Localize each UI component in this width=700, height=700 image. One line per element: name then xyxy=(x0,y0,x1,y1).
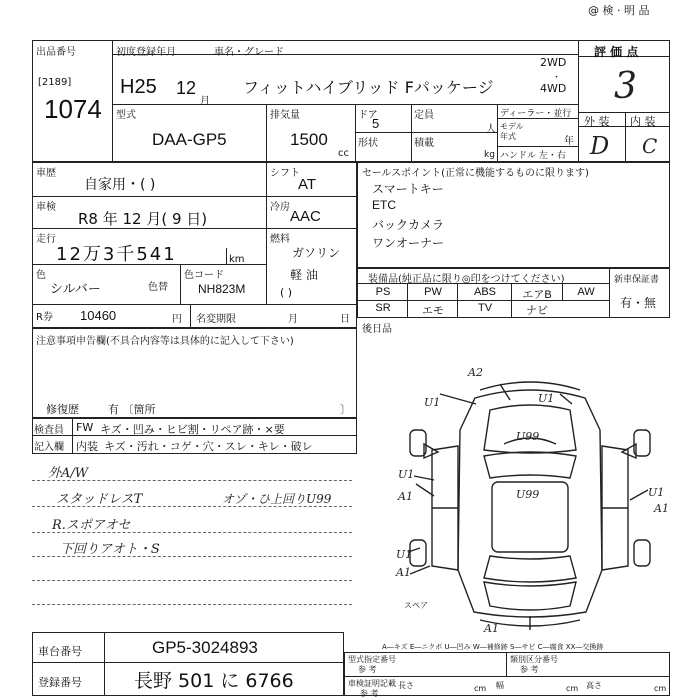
repair-label: 修復歴 xyxy=(46,403,79,416)
color-code-label: 色コード xyxy=(184,270,224,281)
first-reg-month: 12 xyxy=(176,78,197,98)
color-value: シルバー xyxy=(50,282,101,297)
displacement-value: 1500 xyxy=(290,130,328,149)
capacity-label: 定員 xyxy=(414,110,434,121)
damage-mark: U99 xyxy=(516,488,540,501)
chassis-number: GP5-3024893 xyxy=(152,638,258,657)
model-label: 型式 xyxy=(116,110,136,121)
damage-mark: U1 xyxy=(648,486,665,499)
record-items: キズ・汚れ・コゲ・穴・スレ・キレ・破レ xyxy=(104,440,313,453)
color-tone-label: 色替 xyxy=(148,282,168,293)
inspection-value: R8 年 12 月( 9 日) xyxy=(78,210,208,228)
drive-4wd: 4WD xyxy=(540,82,567,95)
displacement-unit: cc xyxy=(338,148,349,159)
damage-mark: U1 xyxy=(398,468,415,481)
plate-number: 長野 501 に 6766 xyxy=(134,670,294,692)
lot-sub: [2189] xyxy=(38,77,72,88)
ref-label: 参 考 xyxy=(358,665,377,674)
handle-label: ハンドル 左・右 xyxy=(500,151,566,161)
height-label: 高さ xyxy=(586,681,602,690)
fuel-other: ( ) xyxy=(280,286,293,299)
first-reg-label: 初度登録年月 xyxy=(116,47,176,58)
spare-label: スペア xyxy=(404,601,428,610)
mileage-label: 走行 xyxy=(36,234,56,245)
repair-close: 〕 xyxy=(340,403,351,416)
door-label: ドア xyxy=(358,110,378,121)
plate-label: 登録番号 xyxy=(38,676,82,689)
dealer-label: ディーラー・並行 xyxy=(500,109,572,119)
recycle-unit: 円 xyxy=(172,314,182,325)
exterior-label: 外 装 xyxy=(584,115,610,128)
damage-mark: A2 xyxy=(468,366,483,379)
damage-legend: A―キズ E―ニクボ U―凹み W―補修跡 S―サビ C―腐食 XX―交換跡 xyxy=(382,643,604,651)
handwritten-note: スタッドレスT xyxy=(56,492,143,507)
record-interior: 内装 xyxy=(76,440,98,453)
header-box xyxy=(32,40,670,162)
car-name-label: 車名・グレード xyxy=(214,47,284,58)
damage-mark: A1 xyxy=(396,566,411,579)
width-label: 幅 xyxy=(496,681,504,690)
model-year-label: モデル年式 xyxy=(500,122,524,141)
sales-point: スマートキー xyxy=(372,182,444,196)
damage-mark: A1 xyxy=(398,490,413,503)
mileage-unit: km xyxy=(229,254,245,265)
declaration-title: 注意事項申告欄(不具合内容等は具体的に記入して下さい) xyxy=(36,336,294,347)
model-value: DAA-GP5 xyxy=(152,130,227,149)
load-label: 積載 xyxy=(414,138,434,149)
lot-label: 出品番号 xyxy=(36,47,76,58)
later-items-label: 後日品 xyxy=(362,324,392,335)
sales-point: ETC xyxy=(372,198,396,212)
color-code-value: NH823M xyxy=(198,282,246,296)
sales-point: バックカメラ xyxy=(372,218,445,232)
equip-abs: ABS xyxy=(473,286,496,298)
car-name: フィットハイブリッド Fパッケージ xyxy=(243,78,494,97)
equipment-title: 装備品(純正品に限り◎印をつけてください) xyxy=(368,274,565,285)
equip-navi: ナビ xyxy=(526,305,548,317)
ref-label-3: 参 考 xyxy=(360,689,379,698)
fuel-diesel: 軽 油 xyxy=(290,268,318,282)
lot-number: 1074 xyxy=(44,94,102,124)
grade-value: 3 xyxy=(614,66,637,107)
sales-point: ワンオーナー xyxy=(372,236,445,250)
inspector-label: 検査員 xyxy=(34,425,64,436)
displacement-label: 排気量 xyxy=(270,110,300,121)
damage-mark: U99 xyxy=(516,430,540,443)
drive-dot: ・ xyxy=(552,73,562,83)
handwritten-note: R.スポアオセ xyxy=(52,518,131,533)
repair-value: 有 〔箇所 xyxy=(108,403,156,416)
inspect-fw: FW xyxy=(76,421,94,434)
handwritten-note-right: オゾ・ひ上回りU99 xyxy=(222,492,332,506)
door-value: 5 xyxy=(372,116,380,131)
model-year-unit: 年 xyxy=(564,136,574,147)
equip-ps: PS xyxy=(375,286,391,298)
drive-2wd: 2WD xyxy=(540,56,567,69)
ref-label-2: 参 考 xyxy=(520,665,539,674)
inspection-label: 車検 xyxy=(36,202,56,213)
recycle-label: R券 xyxy=(36,312,53,323)
month-unit: 月 xyxy=(200,96,210,107)
shift-label: シフト xyxy=(270,168,300,179)
equip-pw: PW xyxy=(424,286,442,298)
history-value: 自家用・( ) xyxy=(84,177,156,193)
shape-label: 形状 xyxy=(358,138,378,149)
recorder-label: 記入欄 xyxy=(34,442,64,453)
chassis-label: 車台番号 xyxy=(38,645,82,658)
equip-aw: AW xyxy=(577,286,595,298)
equip-sr: SR xyxy=(375,302,391,314)
inspect-items: キズ・凹み・ヒビ割・リペア跡・×要 xyxy=(100,423,285,436)
damage-mark: A1 xyxy=(484,622,499,635)
length-label: 長さ xyxy=(398,681,414,690)
name-change-label: 名変期限 xyxy=(196,314,236,325)
fuel-label: 燃料 xyxy=(270,234,290,245)
mileage-value: 12万3千541 xyxy=(56,244,177,265)
damage-mark: A1 xyxy=(654,502,669,515)
handwritten-note: 外A/W xyxy=(48,466,89,481)
ac-label: 冷房 xyxy=(270,202,290,213)
name-change-month: 月 xyxy=(288,314,298,325)
fuel-gasoline: ガソリン xyxy=(292,246,341,260)
class-label: 類別区分番号 xyxy=(510,655,558,664)
capacity-unit: 人 xyxy=(486,124,496,135)
handwritten-note: 下回りアオト・S xyxy=(60,542,160,557)
warranty-value: 有・無 xyxy=(620,296,657,310)
cert-label: 車検証明記載 xyxy=(348,679,396,688)
damage-mark: U1 xyxy=(396,548,413,561)
width-unit: cm xyxy=(566,684,579,693)
interior-label: 内 装 xyxy=(630,115,656,128)
warranty-label: 新車保証書 xyxy=(614,275,660,285)
history-label: 車歴 xyxy=(36,168,56,179)
height-unit: cm xyxy=(654,684,667,693)
equip-airbag: エアB xyxy=(522,289,552,301)
sales-title: セールスポイント(正常に機能するものに限ります) xyxy=(362,168,589,179)
color-label: 色 xyxy=(36,270,46,281)
recycle-value: 10460 xyxy=(80,308,117,323)
equip-remote: エモ xyxy=(422,305,444,317)
ac-value: AAC xyxy=(290,208,321,225)
first-reg-year: H25 xyxy=(120,76,157,98)
name-change-day: 日 xyxy=(340,314,350,325)
exterior-value: D xyxy=(590,132,610,160)
grade-label: 評 価 点 xyxy=(594,45,639,59)
load-unit: kg xyxy=(484,150,495,160)
interior-value: C xyxy=(642,134,658,158)
top-right-stamp: @ 検 · 明 品 xyxy=(588,4,650,17)
damage-mark: U1 xyxy=(424,396,441,409)
shift-value: AT xyxy=(298,176,317,193)
damage-mark: U1 xyxy=(538,392,555,405)
length-unit: cm xyxy=(474,684,487,693)
model-spec-label: 型式指定番号 xyxy=(348,655,396,664)
equip-tv: TV xyxy=(477,302,493,314)
